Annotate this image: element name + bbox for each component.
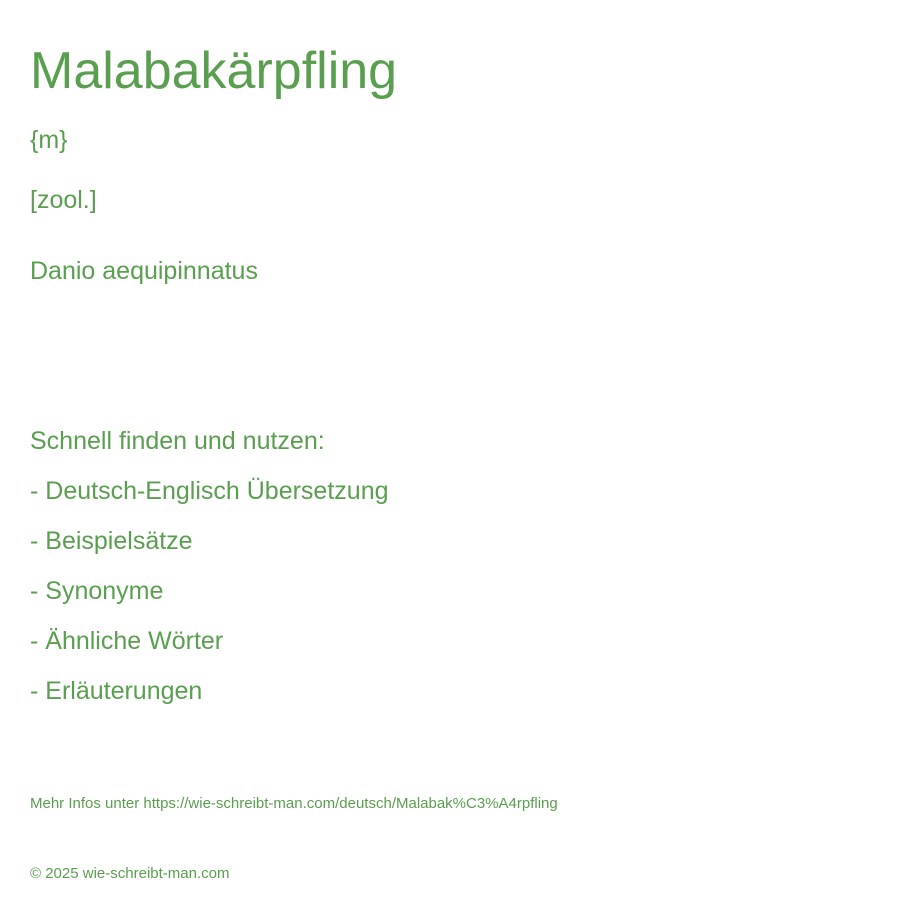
feature-item-example-sentences: - Beispielsätze xyxy=(30,527,193,555)
features-heading: Schnell finden und nutzen: xyxy=(30,427,325,455)
feature-item-translation: - Deutsch-Englisch Übersetzung xyxy=(30,477,389,505)
copyright-notice: © 2025 wie-schreibt-man.com xyxy=(30,865,230,882)
more-info-link-text: Mehr Infos unter https://wie-schreibt-man.com/deutsch/Malabak%C3%A4rpfling xyxy=(30,795,558,812)
feature-item-synonyms: - Synonyme xyxy=(30,577,164,605)
entry-word-title: Malabakärpfling xyxy=(30,42,398,100)
features-list xyxy=(30,476,389,726)
english-translation: Danio aequipinnatus xyxy=(30,257,258,285)
feature-item-explanations: - Erläuterungen xyxy=(30,677,203,705)
subject-domain-label: [zool.] xyxy=(30,186,97,214)
grammatical-gender-label: {m} xyxy=(30,126,68,154)
feature-item-similar-words: - Ähnliche Wörter xyxy=(30,627,224,655)
dictionary-entry-card xyxy=(30,0,870,900)
